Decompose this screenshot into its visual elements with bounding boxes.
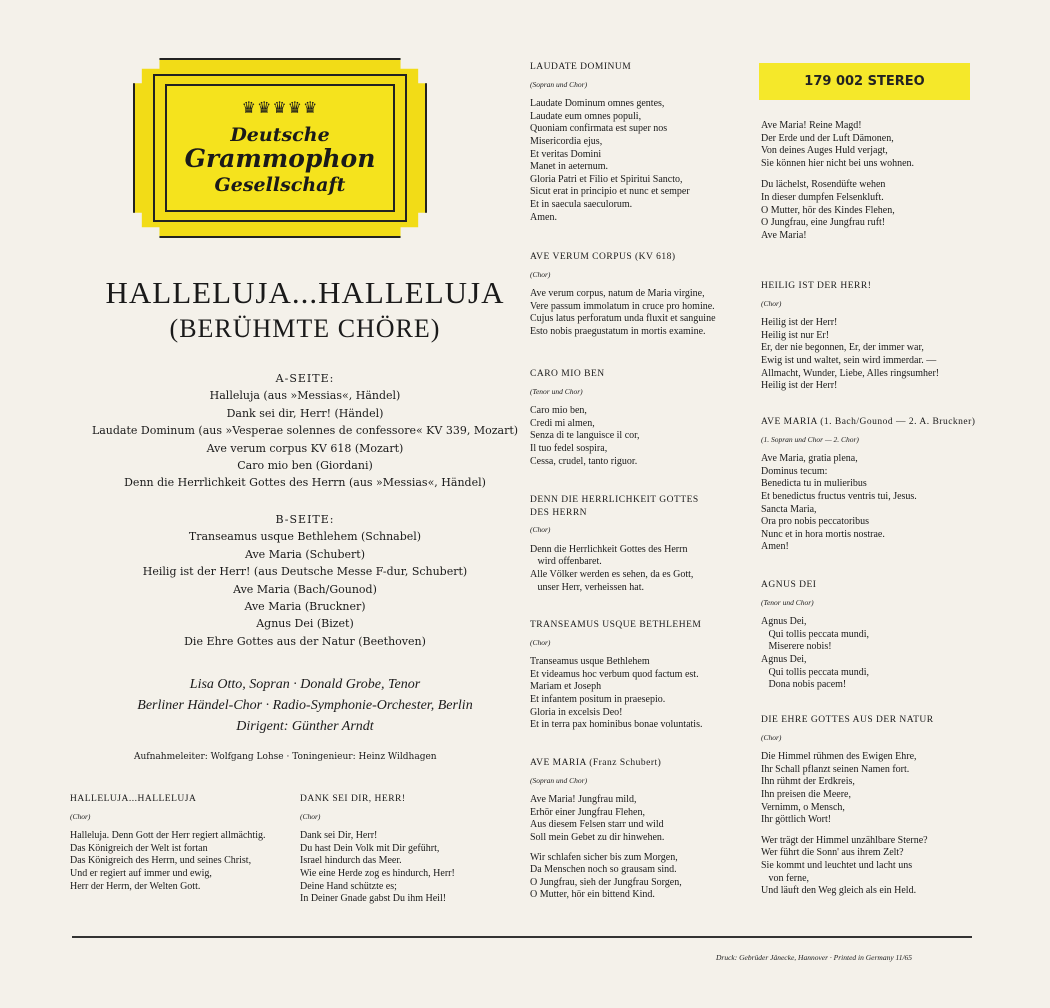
lyrics-title: HALLELUJA...HALLELUJA [70, 794, 197, 804]
lyrics-voices: (Chor) [70, 811, 91, 821]
lyric-line: Ave Maria! [761, 229, 807, 241]
track-a1: Halleluja (aus »Messias«, Händel) [209, 389, 401, 403]
lyric-line: Il tuo fedel sospira, [530, 442, 608, 454]
lyric-line: Benedicta tu in mulieribus [761, 478, 867, 490]
lyric-line: Dank sei Dir, Herr! [300, 830, 378, 842]
lyric-line: Sie kommt und leuchtet und lacht uns [761, 859, 913, 871]
lyric-line: Qui tollis peccata mundi, [761, 628, 870, 640]
lyric-line: Misericordia ejus, [530, 135, 603, 147]
lyrics-voices: (Chor) [530, 637, 551, 647]
lyrics-halleluja [70, 793, 265, 893]
lyric-line: Aus diesem Felsen starr und wild [530, 819, 664, 831]
lyric-line: Da Menschen noch so grausam sind. [530, 864, 677, 876]
performers-soloists: Lisa Otto, Sopran · Donald Grobe, Tenor [189, 677, 421, 692]
lyrics-voices: (Tenor und Chor) [530, 386, 583, 396]
lyric-line: Ihr göttlich Wort! [761, 814, 832, 826]
lyric-line: Halleluja. Denn Gott der Herr regiert allmächtig. [70, 830, 266, 842]
lyric-line: Qui tollis peccata mundi, [761, 666, 870, 678]
lyrics-voices: (1. Sopran und Chor — 2. Chor) [761, 434, 859, 444]
lyric-line: Agnus Dei, [761, 653, 807, 665]
lyric-line: Et in saecula saeculorum. [530, 198, 633, 210]
lyric-line: Heilig ist der Herr! [761, 317, 838, 329]
lyrics-laudate-dominum [530, 61, 690, 224]
lyric-line: Vere passum immolatum in cruce pro homine. [530, 300, 715, 312]
lyric-line: Das Königreich des Herrn, und seines Christ, [70, 855, 252, 867]
lyric-line: Das Königreich der Welt ist fortan [70, 842, 208, 854]
track-b7: Die Ehre Gottes aus der Natur (Beethoven) [184, 634, 426, 648]
lyric-line: Agnus Dei, [761, 616, 807, 628]
lyric-line: Et veritas Domini [530, 148, 602, 160]
lyric-line: Wer führt die Sonn' aus ihrem Zelt? [761, 847, 904, 859]
lyrics-title: AVE MARIA (1. Bach/Gounod — 2. A. Bruckner) [761, 417, 976, 427]
crown-icon: ♛♛♛♛♛ [241, 98, 319, 117]
logo-text-grammophon: Grammophon [184, 144, 376, 173]
lyric-line: Nunc et in hora mortis nostrae. [761, 528, 885, 540]
lyrics-denn-die-herrlichkeit [530, 494, 699, 594]
track-b4: Ave Maria (Bach/Gounod) [233, 582, 377, 596]
lyric-line: Wer trägt der Himmel unzählbare Sterne? [761, 834, 928, 846]
album-subtitle: (BERÜHMTE CHÖRE) [169, 314, 441, 343]
lyrics-voices: (Chor) [761, 298, 782, 308]
lyric-line: Du lächelst, Rosendüfte wehen [761, 179, 886, 191]
album-title: HALLELUJA...HALLELUJA [105, 275, 505, 310]
lyric-line: unser Herr, verheissen hat. [530, 581, 645, 593]
lyric-line: Ihr Schall pflanzt seinen Namen fort. [761, 763, 910, 775]
lyric-line: Credi mi almen, [530, 417, 595, 429]
lyric-line: Allmacht, Wunder, Liebe, Alles ringsumher! [761, 367, 940, 379]
lyrics-title: LAUDATE DOMINUM [530, 62, 632, 72]
lyric-line: Wir schlafen sicher bis zum Morgen, [530, 851, 678, 863]
lyric-line: Ihn preisen die Meere, [761, 788, 851, 800]
stanza-gap [530, 845, 682, 852]
lyric-line: Et in terra pax hominibus bonae voluntatis. [530, 719, 703, 731]
lyric-line: O Mutter, hör ein bittend Kind. [530, 889, 655, 901]
lyric-line: Ihn rühmt der Erdkreis, [761, 776, 855, 788]
lyric-line: Und er regiert auf immer und ewig, [70, 867, 212, 879]
lyric-line: Ave verum corpus, natum de Maria virgine, [530, 288, 705, 300]
performers-conductor: Dirigent: Günther Arndt [236, 719, 374, 734]
lyric-line: Transeamus usque Bethlehem [530, 656, 650, 668]
lyric-line: Amen! [761, 541, 789, 553]
lyric-line: Ewig ist und waltet, sein wird immerdar. — [761, 354, 937, 366]
logo-text-gesellschaft: Gesellschaft [214, 174, 346, 196]
lyric-line: von ferne, [761, 872, 810, 884]
track-b1: Transeamus usque Bethlehem (Schnabel) [188, 530, 422, 544]
recording-credits: Aufnahmeleiter: Wolfgang Lohse · Toningenieur: Heinz Wildhagen [134, 752, 437, 762]
lyrics-title: HEILIG IST DER HERR! [761, 281, 872, 291]
lyric-line: Quoniam confirmata est super nos [530, 123, 668, 135]
lyrics-title: DENN DIE HERRLICHKEIT GOTTES [530, 495, 699, 505]
lyric-line: Alle Völker werden es sehen, da es Gott, [530, 568, 694, 580]
lyrics-voices: (Chor) [761, 732, 782, 742]
lyric-line: Heilig ist nur Er! [761, 329, 830, 341]
printer-credit: Druck: Gebrüder Jänecke, Hannover · Printed in Germany 11/65 [716, 953, 913, 962]
lyric-line: Und läuft den Weg gleich als ein Held. [761, 885, 917, 897]
lyric-line: Ave Maria, gratia plena, [761, 453, 858, 465]
lyric-line: Heilig ist der Herr! [761, 380, 838, 392]
lyrics-agnus-dei [761, 579, 869, 692]
lyric-line: Denn die Herrlichkeit Gottes des Herrn [530, 543, 688, 555]
track-a4: Ave verum corpus KV 618 (Mozart) [206, 441, 404, 455]
lyric-line: Gloria in excelsis Deo! [530, 706, 623, 718]
lyrics-title: AGNUS DEI [761, 580, 817, 590]
lyric-line: Er, der nie begonnen, Er, der immer war, [761, 342, 924, 354]
lyric-line: Manet in aeternum. [530, 161, 609, 173]
side-b-heading: B-SEITE: [275, 513, 335, 526]
lyric-line: In dieser dumpfen Felsenkluft. [761, 191, 884, 203]
track-a2: Dank sei dir, Herr! (Händel) [226, 406, 384, 420]
lyric-line: wird offenbaret. [530, 556, 602, 568]
side-a-tracklist [60, 370, 550, 492]
lyrics-voices: (Sopran und Chor) [530, 775, 588, 785]
lyrics-title: DANK SEI DIR, HERR! [300, 794, 406, 804]
lyric-line: Dona nobis pacem! [761, 679, 847, 691]
side-a-heading: A-SEITE: [275, 372, 335, 385]
lyric-line: Deine Hand schützte es; [300, 880, 397, 892]
performers [60, 674, 550, 737]
lyrics-voices: (Tenor und Chor) [761, 597, 814, 607]
stanza-gap [761, 827, 934, 835]
lyric-line: Sicut erat in principio et nunc et semper [530, 186, 690, 198]
lyrics-title: DIE EHRE GOTTES AUS DER NATUR [761, 715, 934, 725]
lyric-line: In Deiner Gnade gabst Du ihm Heil! [300, 893, 447, 905]
lyric-line: Wie eine Herde zog es hindurch, Herr! [300, 867, 455, 879]
lyric-line: Dominus tecum: [761, 465, 828, 477]
track-b3: Heilig ist der Herr! (aus Deutsche Messe F-dur, Schubert) [142, 565, 468, 579]
lyric-line: O Jungfrau, eine Jungfrau ruft! [761, 217, 886, 229]
lyric-line: Cujus latus perforatum unda fluxit et sanguine [530, 313, 716, 325]
lyrics-ave-maria-schubert-cont [761, 120, 914, 242]
lyrics-die-ehre-gottes [761, 714, 934, 898]
lyric-line: Cessa, crudel, tanto riguor. [530, 455, 638, 467]
track-a5: Caro mio ben (Giordani) [237, 459, 373, 473]
footer-divider [72, 936, 972, 938]
lyrics-dank-sei-dir [300, 793, 455, 906]
lyric-line: Sie können hier nicht bei uns wohnen. [761, 157, 915, 169]
lyrics-voices: (Chor) [300, 811, 321, 821]
lyric-line: Laudate eum omnes populi, [530, 110, 642, 122]
lyrics-ave-verum [530, 251, 716, 339]
lyric-line: Ave Maria! Jungfrau mild, [530, 794, 637, 806]
lyrics-title: TRANSEAMUS USQUE BETHLEHEM [530, 620, 702, 630]
lyric-line: Du hast Dein Volk mit Dir geführt, [300, 842, 440, 854]
lyrics-title: CARO MIO BEN [530, 369, 605, 379]
lyrics-voices: (Chor) [530, 525, 551, 535]
performers-ensembles: Berliner Händel-Chor · Radio-Symphonie-Orchester, Berlin [137, 698, 473, 713]
lyric-line: Ora pro nobis peccatoribus [761, 516, 870, 528]
lyric-line: Senza di te languisce il cor, [530, 430, 640, 442]
lyric-line: Sancta Maria, [761, 503, 817, 515]
lyric-line: Et infantem positum in praesepio. [530, 693, 666, 705]
track-b2: Ave Maria (Schubert) [244, 547, 366, 561]
lyric-line: Erhör einer Jungfrau Flehen, [530, 806, 645, 818]
lyric-line: Esto nobis praegustatum in mortis examine. [530, 325, 706, 337]
lyric-line: Vernimm, o Mensch, [761, 801, 845, 813]
deutsche-grammophon-logo [133, 58, 427, 238]
lyrics-ave-maria-bach-bruckner [761, 416, 975, 554]
lyrics-title-cont: DES HERRN [530, 507, 588, 518]
lyric-line: Soll mein Gebet zu dir hinwehen. [530, 831, 665, 843]
lyric-line: Die Himmel rühmen des Ewigen Ehre, [761, 751, 917, 763]
track-b5: Ave Maria (Bruckner) [244, 600, 366, 614]
lyric-line: O Jungfrau, sieh der Jungfrau Sorgen, [530, 876, 682, 888]
lyric-line: Mariam et Joseph [530, 681, 602, 693]
stanza-gap [761, 170, 914, 179]
track-a6: Denn die Herrlichkeit Gottes des Herrn (aus »Messias«, Händel) [124, 476, 486, 490]
lyric-line: Miserere nobis! [761, 641, 832, 653]
lyric-line: Ave Maria! Reine Magd! [761, 120, 862, 131]
lyrics-caro-mio-ben [530, 368, 640, 468]
track-a3: Laudate Dominum (aus »Vesperae solennes de confessore« KV 339, Mozart) [91, 424, 519, 438]
lyric-line: Israel hindurch das Meer. [300, 855, 402, 867]
lyrics-title: AVE MARIA (Franz Schubert) [530, 758, 662, 768]
lyrics-voices: (Chor) [530, 269, 551, 279]
lyrics-title: AVE VERUM CORPUS (KV 618) [530, 252, 676, 262]
lyrics-voices: (Sopran und Chor) [530, 79, 588, 89]
lyric-line: Amen. [530, 211, 557, 223]
lyric-line: Et benedictus fructus ventris tui, Jesus. [761, 490, 917, 502]
track-b6: Agnus Dei (Bizet) [256, 617, 354, 631]
lyrics-transeamus [530, 619, 702, 732]
lyric-line: Laudate Dominum omnes gentes, [530, 98, 665, 110]
lyric-line: Et videamus hoc verbum quod factum est. [530, 668, 699, 680]
lyric-line: Der Erde und der Luft Dämonen, [761, 132, 894, 144]
lyrics-ave-maria-schubert [530, 757, 682, 902]
lyric-line: Von deines Auges Huld verjagt, [761, 145, 888, 157]
lyric-line: O Mutter, hör des Kindes Flehen, [761, 204, 895, 216]
lyric-line: Herr der Herrn, der Welten Gott. [70, 880, 201, 892]
lyrics-heilig [761, 280, 939, 393]
catalog-number-badge: 179 002 STEREO [759, 63, 970, 100]
lyric-line: Caro mio ben, [530, 405, 587, 417]
lyric-line: Gloria Patri et Filio et Spiritui Sancto, [530, 173, 683, 185]
logo-text-deutsche: Deutsche [230, 124, 330, 146]
side-b-tracklist [60, 511, 550, 650]
